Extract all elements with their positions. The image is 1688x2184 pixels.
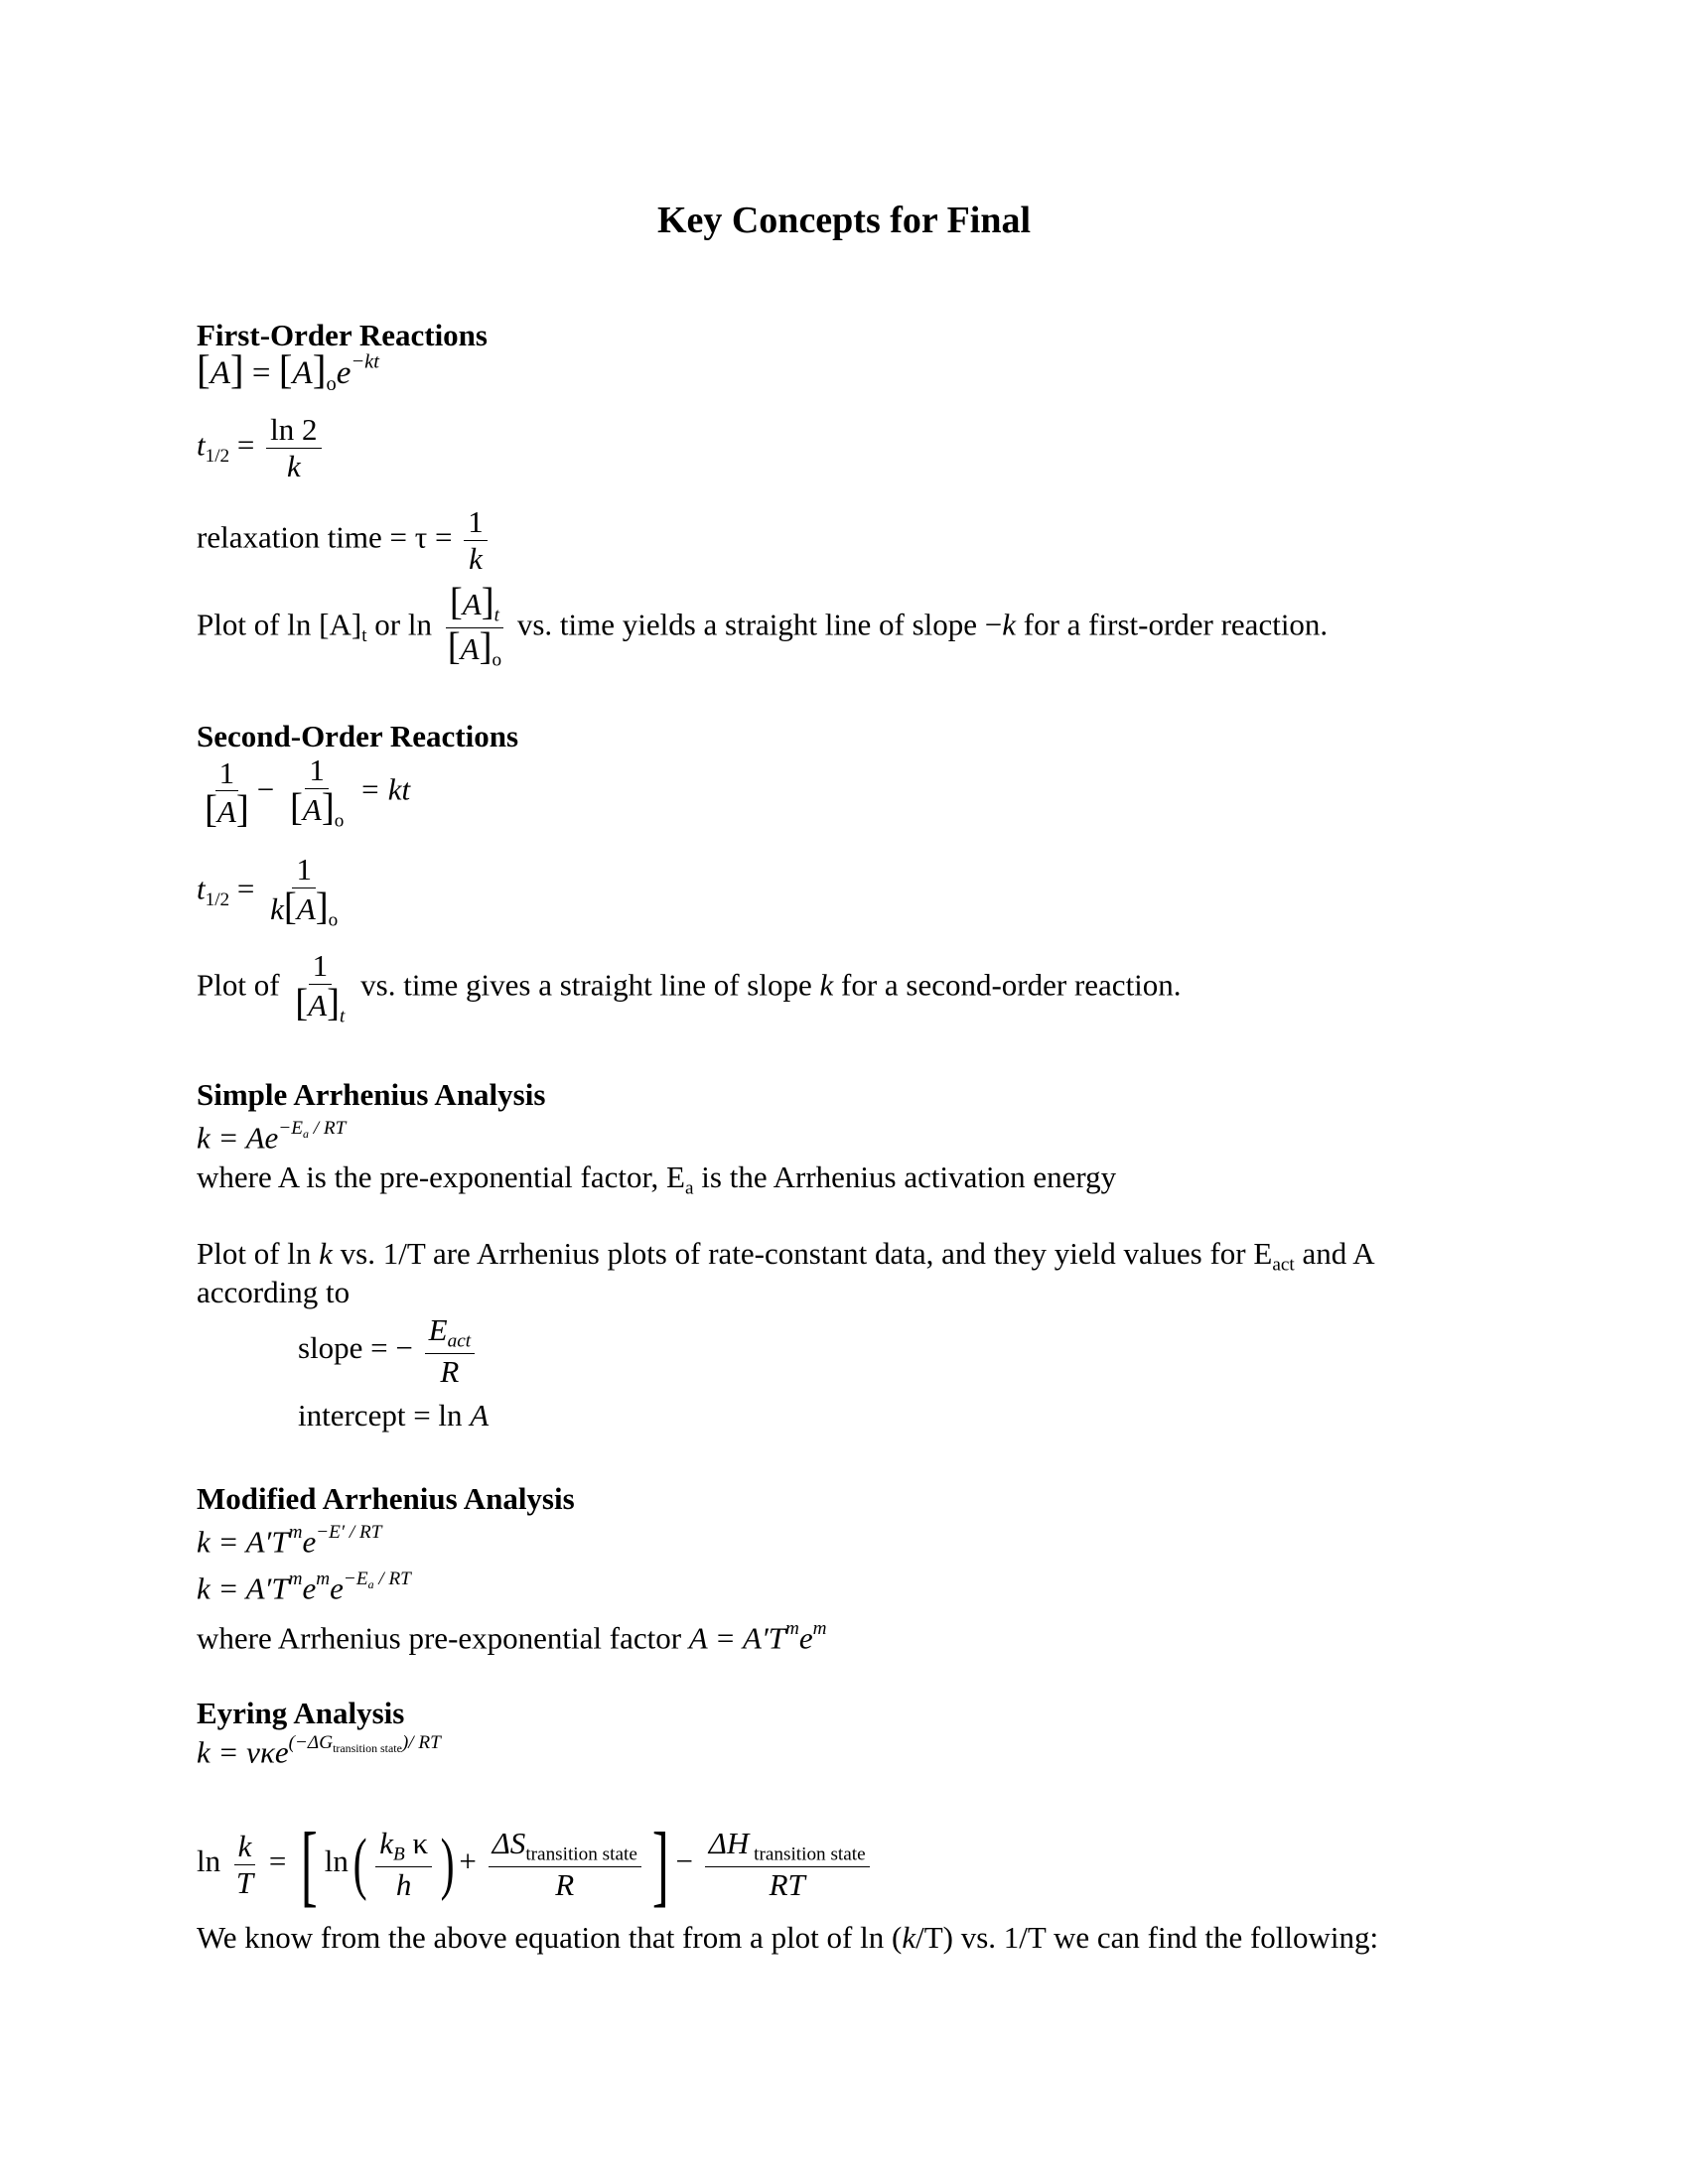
first-order-plot-statement: Plot of $\ln [A]_t$ or ln $\frac{[A]_t}{[A]_o}$ vs. time yields a straight line of slope −k for a first-order reaction. xyxy=(197,581,1329,671)
section-heading-second-order: Second-Order Reactions xyxy=(197,719,519,753)
first-order-rate-equation: $[A] = [A]_oe^{-kt}$ xyxy=(197,346,379,396)
relaxation-time-equation: relaxation time = τ = $\frac{1}{k}$ xyxy=(197,504,492,576)
eyring-linear-equation: ln $\frac{k}{T}$ = [ ln( $\frac{k_B \kappa}{h}$ ) + $\frac{\Delta S_{transition state}}{R}$ ] − $\frac{\Delta H _{transition state}}{RT}$ xyxy=(197,1819,874,1910)
section-heading-first-order: First-Order Reactions xyxy=(197,318,488,352)
page-title: Key Concepts for Final xyxy=(656,200,1032,241)
second-order-half-life-equation: $t_{1/2}$ = $\frac{1}{k[A]_o}$ xyxy=(197,852,339,931)
eyring-conclusion: We know from the above equation that from a plot of ln (k/T) vs. 1/T we can find the following: xyxy=(197,1920,1379,1955)
first-order-half-life-equation: $t_{1/2}$ = $\frac{\ln 2}{k}$ xyxy=(197,412,326,483)
arrhenius-definition: where A is the pre-exponential factor, $E_a$ is the Arrhenius activation energy xyxy=(197,1160,1117,1199)
arrhenius-plot-statement: Plot of ln k vs. 1/T are Arrhenius plots of rate-constant data, and they yield values for $E_{act}$ and A xyxy=(197,1236,1375,1276)
arrhenius-slope-equation: slope = − $\frac{E_{act}}{R}$ xyxy=(298,1312,479,1389)
section-heading-modified-arrhenius: Modified Arrhenius Analysis xyxy=(197,1481,575,1516)
second-order-rate-equation: $\frac{1}{[A]}$ − $\frac{1}{[A]_o}$ = kt xyxy=(205,752,411,832)
eyring-rate-equation: k = νκe$^{(-\Delta G_{transition state})/ RT}$ xyxy=(197,1732,441,1770)
modified-arrhenius-equation-1: $k = A'T^me^{-E' / RT}$ xyxy=(197,1522,382,1560)
arrhenius-equation: $k = Ae^{-E_a / RT}$ xyxy=(197,1118,347,1156)
arrhenius-plot-statement-cont: according to xyxy=(197,1275,351,1309)
second-order-plot-statement: Plot of $\frac{1}{[A]_t}$ vs. time gives a straight line of slope k for a second-order reaction. xyxy=(197,948,1182,1027)
modified-arrhenius-equation-2: $k = A'T^me^me^{-E_a / RT}$ xyxy=(197,1569,411,1606)
section-heading-eyring: Eyring Analysis xyxy=(197,1696,405,1730)
arrhenius-intercept-equation: intercept = ln A xyxy=(298,1398,490,1433)
modified-arrhenius-definition: where Arrhenius pre-exponential factor $A = A'T^me^m$ xyxy=(197,1618,827,1656)
section-heading-simple-arrhenius: Simple Arrhenius Analysis xyxy=(197,1077,546,1112)
